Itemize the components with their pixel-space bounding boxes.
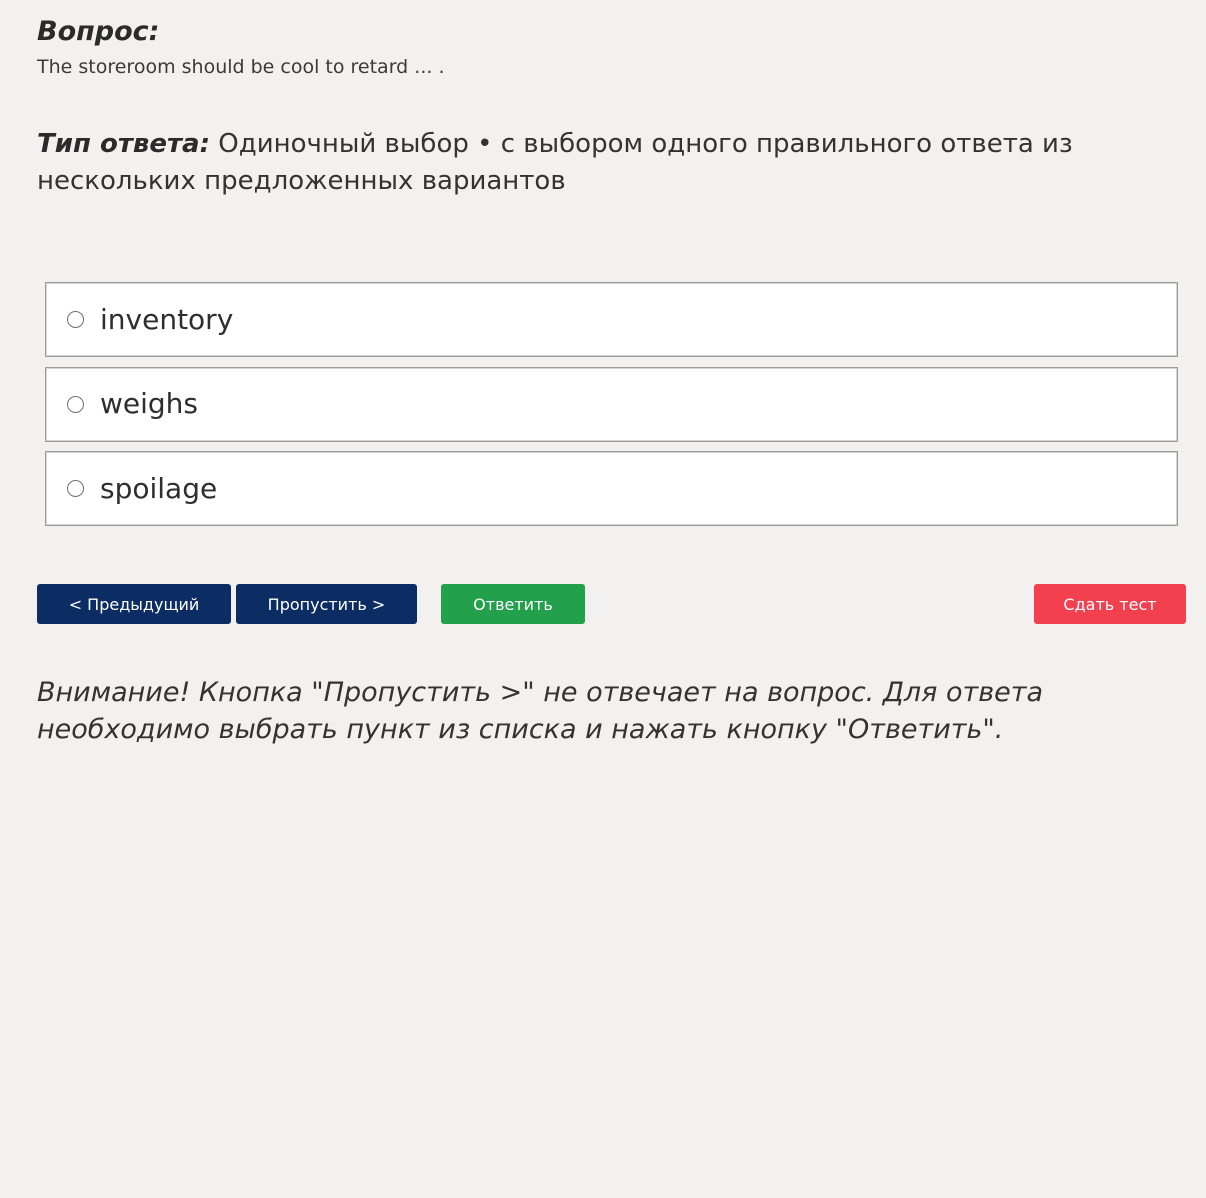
question-heading: Вопрос: [37, 16, 160, 47]
option-inventory[interactable] [45, 282, 1178, 357]
option-spoilage[interactable] [45, 451, 1178, 526]
answer-type-value: Одиночный выбор • с выбором одного правильного ответа из нескольких предложенных вариантов [37, 129, 1073, 196]
answer-button[interactable]: Ответить [441, 584, 585, 624]
option-label: inventory [100, 302, 234, 336]
radio-button[interactable] [67, 311, 84, 328]
options-list [45, 282, 1178, 536]
option-weighs[interactable] [45, 367, 1178, 442]
question-text: The storeroom should be cool to retard ... . [37, 56, 445, 78]
answer-type-label: Тип ответа: [37, 129, 210, 159]
option-label: weighs [100, 387, 199, 420]
warning-text: Внимание! Кнопка "Пропустить >" не отвечает на вопрос. Для ответа необходимо выбрать пункт из списка и нажать кнопку "Ответить". [37, 677, 1044, 745]
answer-type [37, 126, 1137, 200]
radio-button[interactable] [67, 480, 84, 497]
previous-button[interactable]: < Предыдущий [37, 584, 231, 624]
radio-button[interactable] [67, 396, 84, 413]
option-label: spoilage [100, 471, 218, 505]
submit-test-button[interactable]: Сдать тест [1034, 584, 1186, 624]
skip-button[interactable]: Пропустить > [236, 584, 417, 624]
